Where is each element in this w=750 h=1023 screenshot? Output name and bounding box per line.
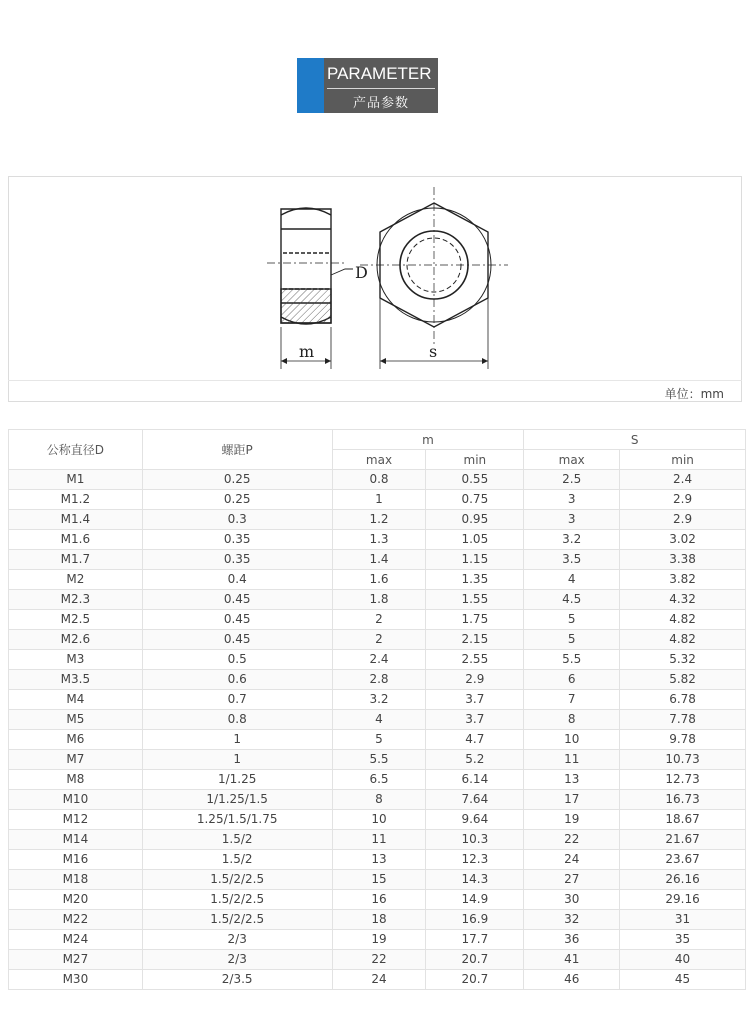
cell-m-max: 4 (332, 710, 426, 730)
cell-s-min: 35 (620, 930, 746, 950)
cell-s-min: 40 (620, 950, 746, 970)
cell-m-max: 1.4 (332, 550, 426, 570)
cell-nominal-diameter: M4 (9, 690, 143, 710)
cell-m-max: 6.5 (332, 770, 426, 790)
cell-pitch: 1/1.25/1.5 (142, 790, 332, 810)
hex-nut-diagram (8, 176, 742, 402)
cell-s-min: 2.9 (620, 510, 746, 530)
cell-s-min: 16.73 (620, 790, 746, 810)
cell-pitch: 0.45 (142, 590, 332, 610)
cell-m-max: 15 (332, 870, 426, 890)
hex-nut-drawing (9, 177, 743, 403)
table-row (9, 790, 746, 810)
cell-nominal-diameter: M2.3 (9, 590, 143, 610)
cell-m-max: 3.2 (332, 690, 426, 710)
cell-m-max: 24 (332, 970, 426, 990)
cell-s-min: 31 (620, 910, 746, 930)
table-row (9, 490, 746, 510)
cell-m-max: 1.3 (332, 530, 426, 550)
table-row (9, 590, 746, 610)
cell-m-max: 11 (332, 830, 426, 850)
cell-m-max: 5 (332, 730, 426, 750)
cell-m-max: 2.8 (332, 670, 426, 690)
cell-nominal-diameter: M8 (9, 770, 143, 790)
table-row (9, 930, 746, 950)
unit-note: 单位：mm (664, 387, 724, 401)
cell-nominal-diameter: M2.5 (9, 610, 143, 630)
label-m: m (299, 342, 315, 361)
badge-subtitle: 产品参数 (352, 96, 409, 111)
cell-nominal-diameter: M1 (9, 470, 143, 490)
cell-nominal-diameter: M27 (9, 950, 143, 970)
cell-nominal-diameter: M1.7 (9, 550, 143, 570)
table-row (9, 710, 746, 730)
cell-m-min: 10.3 (426, 830, 524, 850)
cell-s-max: 10 (524, 730, 620, 750)
cell-m-max: 1.2 (332, 510, 426, 530)
unit-separator (8, 380, 742, 381)
cell-pitch: 0.45 (142, 610, 332, 630)
cell-m-min: 2.15 (426, 630, 524, 650)
cell-m-min: 1.05 (426, 530, 524, 550)
cell-nominal-diameter: M30 (9, 970, 143, 990)
cell-s-min: 4.82 (620, 630, 746, 650)
cell-pitch: 0.7 (142, 690, 332, 710)
cell-m-max: 22 (332, 950, 426, 970)
cell-s-min: 9.78 (620, 730, 746, 750)
badge-title: PARAMETER (327, 64, 432, 83)
cell-nominal-diameter: M1.6 (9, 530, 143, 550)
cell-nominal-diameter: M24 (9, 930, 143, 950)
cell-pitch: 1.5/2 (142, 830, 332, 850)
cell-s-max: 32 (524, 910, 620, 930)
cell-m-max: 1.8 (332, 590, 426, 610)
table-row (9, 690, 746, 710)
cell-m-max: 1.6 (332, 570, 426, 590)
label-d: D (355, 263, 368, 282)
cell-m-max: 8 (332, 790, 426, 810)
header-m: m (332, 430, 524, 450)
table-row (9, 630, 746, 650)
spec-table (8, 429, 746, 990)
cell-nominal-diameter: M2 (9, 570, 143, 590)
cell-s-max: 13 (524, 770, 620, 790)
cell-m-min: 6.14 (426, 770, 524, 790)
table-row (9, 650, 746, 670)
cell-pitch: 1.5/2 (142, 850, 332, 870)
cell-pitch: 1.5/2/2.5 (142, 890, 332, 910)
table-row (9, 510, 746, 530)
cell-pitch: 2/3 (142, 930, 332, 950)
cell-pitch: 2/3 (142, 950, 332, 970)
cell-nominal-diameter: M2.6 (9, 630, 143, 650)
cell-s-max: 24 (524, 850, 620, 870)
cell-nominal-diameter: M1.2 (9, 490, 143, 510)
cell-s-min: 2.4 (620, 470, 746, 490)
cell-m-max: 13 (332, 850, 426, 870)
cell-s-min: 4.82 (620, 610, 746, 630)
cell-s-max: 5 (524, 610, 620, 630)
parameter-badge (297, 58, 438, 113)
cell-pitch: 1.5/2/2.5 (142, 910, 332, 930)
cell-m-max: 19 (332, 930, 426, 950)
table-row (9, 470, 746, 490)
cell-s-max: 4.5 (524, 590, 620, 610)
cell-nominal-diameter: M20 (9, 890, 143, 910)
table-row (9, 950, 746, 970)
cell-s-max: 4 (524, 570, 620, 590)
cell-pitch: 0.3 (142, 510, 332, 530)
cell-s-min: 45 (620, 970, 746, 990)
cell-s-max: 3.5 (524, 550, 620, 570)
cell-s-max: 5.5 (524, 650, 620, 670)
cell-nominal-diameter: M12 (9, 810, 143, 830)
cell-s-max: 27 (524, 870, 620, 890)
cell-s-min: 4.32 (620, 590, 746, 610)
header-s: S (524, 430, 746, 450)
cell-m-min: 14.9 (426, 890, 524, 910)
cell-m-min: 1.15 (426, 550, 524, 570)
cell-s-min: 3.02 (620, 530, 746, 550)
table-row (9, 610, 746, 630)
cell-s-max: 2.5 (524, 470, 620, 490)
cell-pitch: 1.25/1.5/1.75 (142, 810, 332, 830)
cell-s-min: 2.9 (620, 490, 746, 510)
cell-nominal-diameter: M7 (9, 750, 143, 770)
header-s-max: max (524, 450, 620, 470)
header-pitch: 螺距P (142, 430, 332, 470)
cell-s-min: 5.32 (620, 650, 746, 670)
cell-m-max: 16 (332, 890, 426, 910)
cell-m-min: 16.9 (426, 910, 524, 930)
cell-m-max: 5.5 (332, 750, 426, 770)
spec-table-body (9, 470, 746, 990)
cell-s-max: 17 (524, 790, 620, 810)
cell-m-min: 12.3 (426, 850, 524, 870)
cell-s-max: 46 (524, 970, 620, 990)
cell-nominal-diameter: M5 (9, 710, 143, 730)
cell-s-max: 5 (524, 630, 620, 650)
cell-s-min: 23.67 (620, 850, 746, 870)
cell-m-min: 0.55 (426, 470, 524, 490)
header-s-min: min (620, 450, 746, 470)
badge-accent-bar (297, 58, 324, 113)
table-row (9, 890, 746, 910)
cell-m-min: 20.7 (426, 970, 524, 990)
cell-s-max: 19 (524, 810, 620, 830)
cell-pitch: 0.25 (142, 490, 332, 510)
badge-body (324, 58, 438, 113)
cell-s-max: 11 (524, 750, 620, 770)
cell-s-min: 3.38 (620, 550, 746, 570)
cell-pitch: 0.35 (142, 530, 332, 550)
cell-s-max: 8 (524, 710, 620, 730)
cell-s-min: 29.16 (620, 890, 746, 910)
table-row (9, 830, 746, 850)
cell-m-min: 2.55 (426, 650, 524, 670)
cell-nominal-diameter: M22 (9, 910, 143, 930)
cell-s-max: 3.2 (524, 530, 620, 550)
cell-m-min: 2.9 (426, 670, 524, 690)
table-row (9, 730, 746, 750)
cell-pitch: 1/1.25 (142, 770, 332, 790)
cell-pitch: 1.5/2/2.5 (142, 870, 332, 890)
cell-pitch: 2/3.5 (142, 970, 332, 990)
table-row (9, 850, 746, 870)
cell-m-min: 9.64 (426, 810, 524, 830)
cell-s-max: 22 (524, 830, 620, 850)
cell-m-min: 0.95 (426, 510, 524, 530)
cell-nominal-diameter: M1.4 (9, 510, 143, 530)
cell-s-min: 18.67 (620, 810, 746, 830)
table-row (9, 970, 746, 990)
cell-m-max: 2.4 (332, 650, 426, 670)
cell-pitch: 0.45 (142, 630, 332, 650)
cell-m-min: 1.75 (426, 610, 524, 630)
cell-s-max: 7 (524, 690, 620, 710)
cell-m-min: 3.7 (426, 690, 524, 710)
cell-m-min: 1.35 (426, 570, 524, 590)
cell-nominal-diameter: M10 (9, 790, 143, 810)
cell-pitch: 0.25 (142, 470, 332, 490)
table-row (9, 670, 746, 690)
cell-s-max: 3 (524, 490, 620, 510)
cell-m-max: 0.8 (332, 470, 426, 490)
cell-pitch: 0.6 (142, 670, 332, 690)
cell-m-max: 18 (332, 910, 426, 930)
cell-m-min: 3.7 (426, 710, 524, 730)
cell-s-min: 6.78 (620, 690, 746, 710)
cell-nominal-diameter: M16 (9, 850, 143, 870)
cell-s-min: 10.73 (620, 750, 746, 770)
table-row (9, 910, 746, 930)
cell-m-min: 20.7 (426, 950, 524, 970)
cell-nominal-diameter: M3.5 (9, 670, 143, 690)
cell-s-max: 36 (524, 930, 620, 950)
cell-m-max: 1 (332, 490, 426, 510)
cell-pitch: 1 (142, 730, 332, 750)
cell-s-min: 7.78 (620, 710, 746, 730)
table-row (9, 530, 746, 550)
table-row (9, 570, 746, 590)
cell-m-min: 5.2 (426, 750, 524, 770)
cell-nominal-diameter: M6 (9, 730, 143, 750)
header-m-min: min (426, 450, 524, 470)
cell-s-max: 30 (524, 890, 620, 910)
cell-nominal-diameter: M3 (9, 650, 143, 670)
cell-s-max: 6 (524, 670, 620, 690)
table-row (9, 870, 746, 890)
cell-s-min: 3.82 (620, 570, 746, 590)
cell-s-min: 5.82 (620, 670, 746, 690)
cell-m-max: 2 (332, 630, 426, 650)
cell-pitch: 0.35 (142, 550, 332, 570)
cell-pitch: 0.5 (142, 650, 332, 670)
cell-m-min: 1.55 (426, 590, 524, 610)
cell-m-min: 17.7 (426, 930, 524, 950)
cell-s-min: 21.67 (620, 830, 746, 850)
header-m-max: max (332, 450, 426, 470)
cell-s-max: 41 (524, 950, 620, 970)
table-row (9, 770, 746, 790)
header-nominal-diameter: 公称直径D (9, 430, 143, 470)
cell-nominal-diameter: M14 (9, 830, 143, 850)
cell-s-max: 3 (524, 510, 620, 530)
cell-m-min: 7.64 (426, 790, 524, 810)
table-row (9, 810, 746, 830)
cell-nominal-diameter: M18 (9, 870, 143, 890)
cell-m-max: 2 (332, 610, 426, 630)
badge-divider (327, 88, 435, 89)
cell-m-min: 4.7 (426, 730, 524, 750)
cell-s-min: 26.16 (620, 870, 746, 890)
table-row (9, 750, 746, 770)
cell-m-min: 0.75 (426, 490, 524, 510)
cell-pitch: 0.4 (142, 570, 332, 590)
cell-m-min: 14.3 (426, 870, 524, 890)
cell-pitch: 1 (142, 750, 332, 770)
label-s: s (429, 342, 438, 361)
cell-s-min: 12.73 (620, 770, 746, 790)
cell-m-max: 10 (332, 810, 426, 830)
cell-pitch: 0.8 (142, 710, 332, 730)
table-row (9, 550, 746, 570)
